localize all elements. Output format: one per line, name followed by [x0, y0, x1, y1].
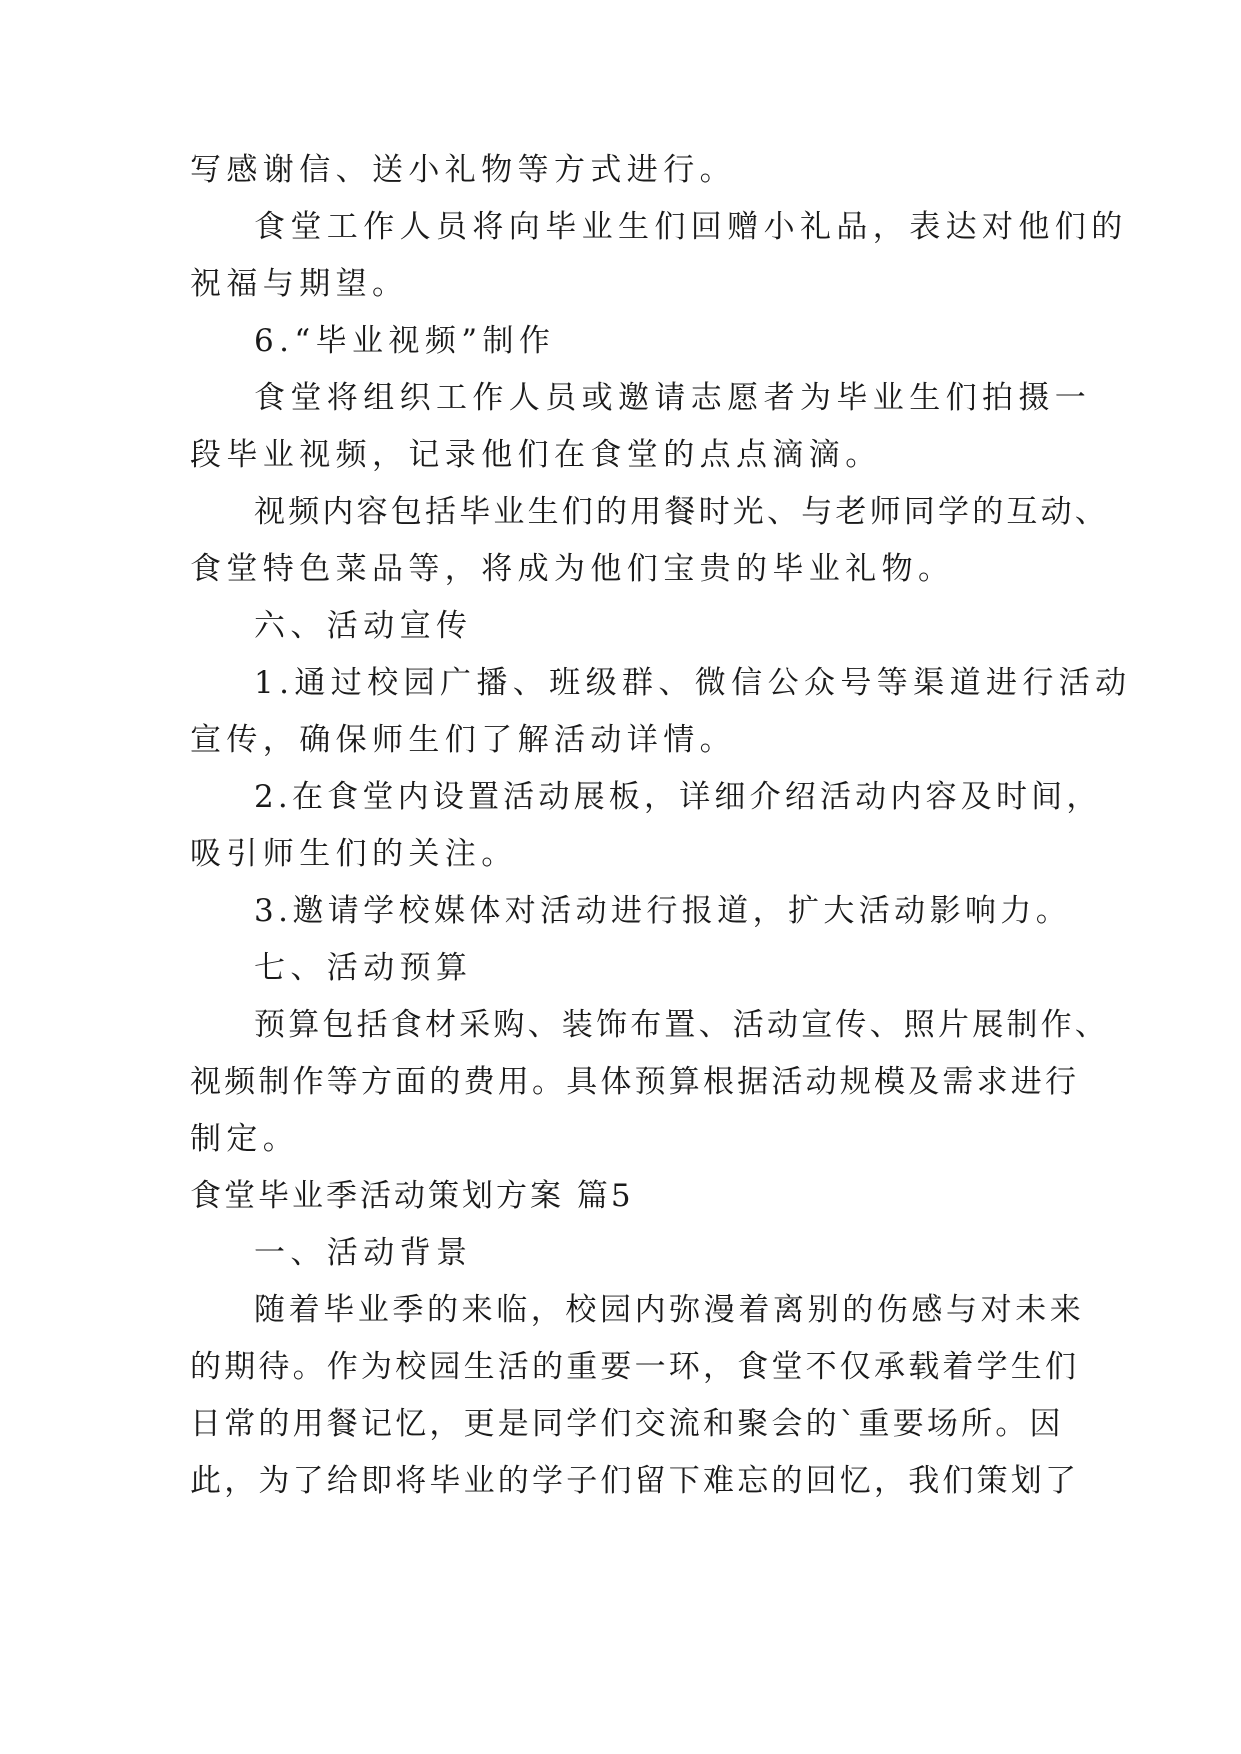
paragraph-line: 祝福与期望。	[190, 266, 409, 302]
article-title: 食堂毕业季活动策划方案 篇5	[190, 1178, 634, 1214]
paragraph-line: 宣传，确保师生们了解活动详情。	[190, 722, 736, 758]
paragraph-line: 食堂工作人员将向毕业生们回赠小礼品，表达对他们的	[254, 209, 1128, 245]
paragraph-line: 预算包括食材采购、装饰布置、活动宣传、照片展制作、	[254, 1007, 1109, 1043]
section-heading: 六、活动宣传	[254, 608, 473, 644]
paragraph-line: 2.在食堂内设置活动展板，详细介绍活动内容及时间，	[254, 779, 1102, 815]
section-heading: 一、活动背景	[254, 1235, 473, 1271]
paragraph-line: 3.邀请学校媒体对活动进行报道，扩大活动影响力。	[254, 893, 1072, 929]
section-subheading: 6.“毕业视频”制作	[254, 323, 556, 359]
paragraph-line: 制定。	[190, 1121, 300, 1157]
paragraph-line: 此，为了给即将毕业的学子们留下难忘的回忆，我们策划了	[190, 1463, 1080, 1499]
paragraph-line: 视频制作等方面的费用。具体预算根据活动规模及需求进行	[190, 1064, 1080, 1100]
paragraph-line: 段毕业视频，记录他们在食堂的点点滴滴。	[190, 437, 882, 473]
paragraph-line: 视频内容包括毕业生们的用餐时光、与老师同学的互动、	[254, 494, 1109, 530]
paragraph-line: 食堂将组织工作人员或邀请志愿者为毕业生们拍摄一	[254, 380, 1092, 416]
paragraph-line: 随着毕业季的来临，校园内弥漫着离别的伤感与对未来	[254, 1292, 1085, 1328]
paragraph-line: 日常的用餐记忆，更是同学们交流和聚会的`重要场所。因	[190, 1406, 1064, 1442]
section-heading: 七、活动预算	[254, 950, 473, 986]
paragraph-line: 1.通过校园广播、班级群、微信公众号等渠道进行活动	[254, 665, 1132, 701]
paragraph-line: 写感谢信、送小礼物等方式进行。	[190, 152, 736, 188]
paragraph-line: 食堂特色菜品等，将成为他们宝贵的毕业礼物。	[190, 551, 955, 587]
paragraph-line: 吸引师生们的关注。	[190, 836, 518, 872]
paragraph-line: 的期待。作为校园生活的重要一环，食堂不仅承载着学生们	[190, 1349, 1080, 1385]
